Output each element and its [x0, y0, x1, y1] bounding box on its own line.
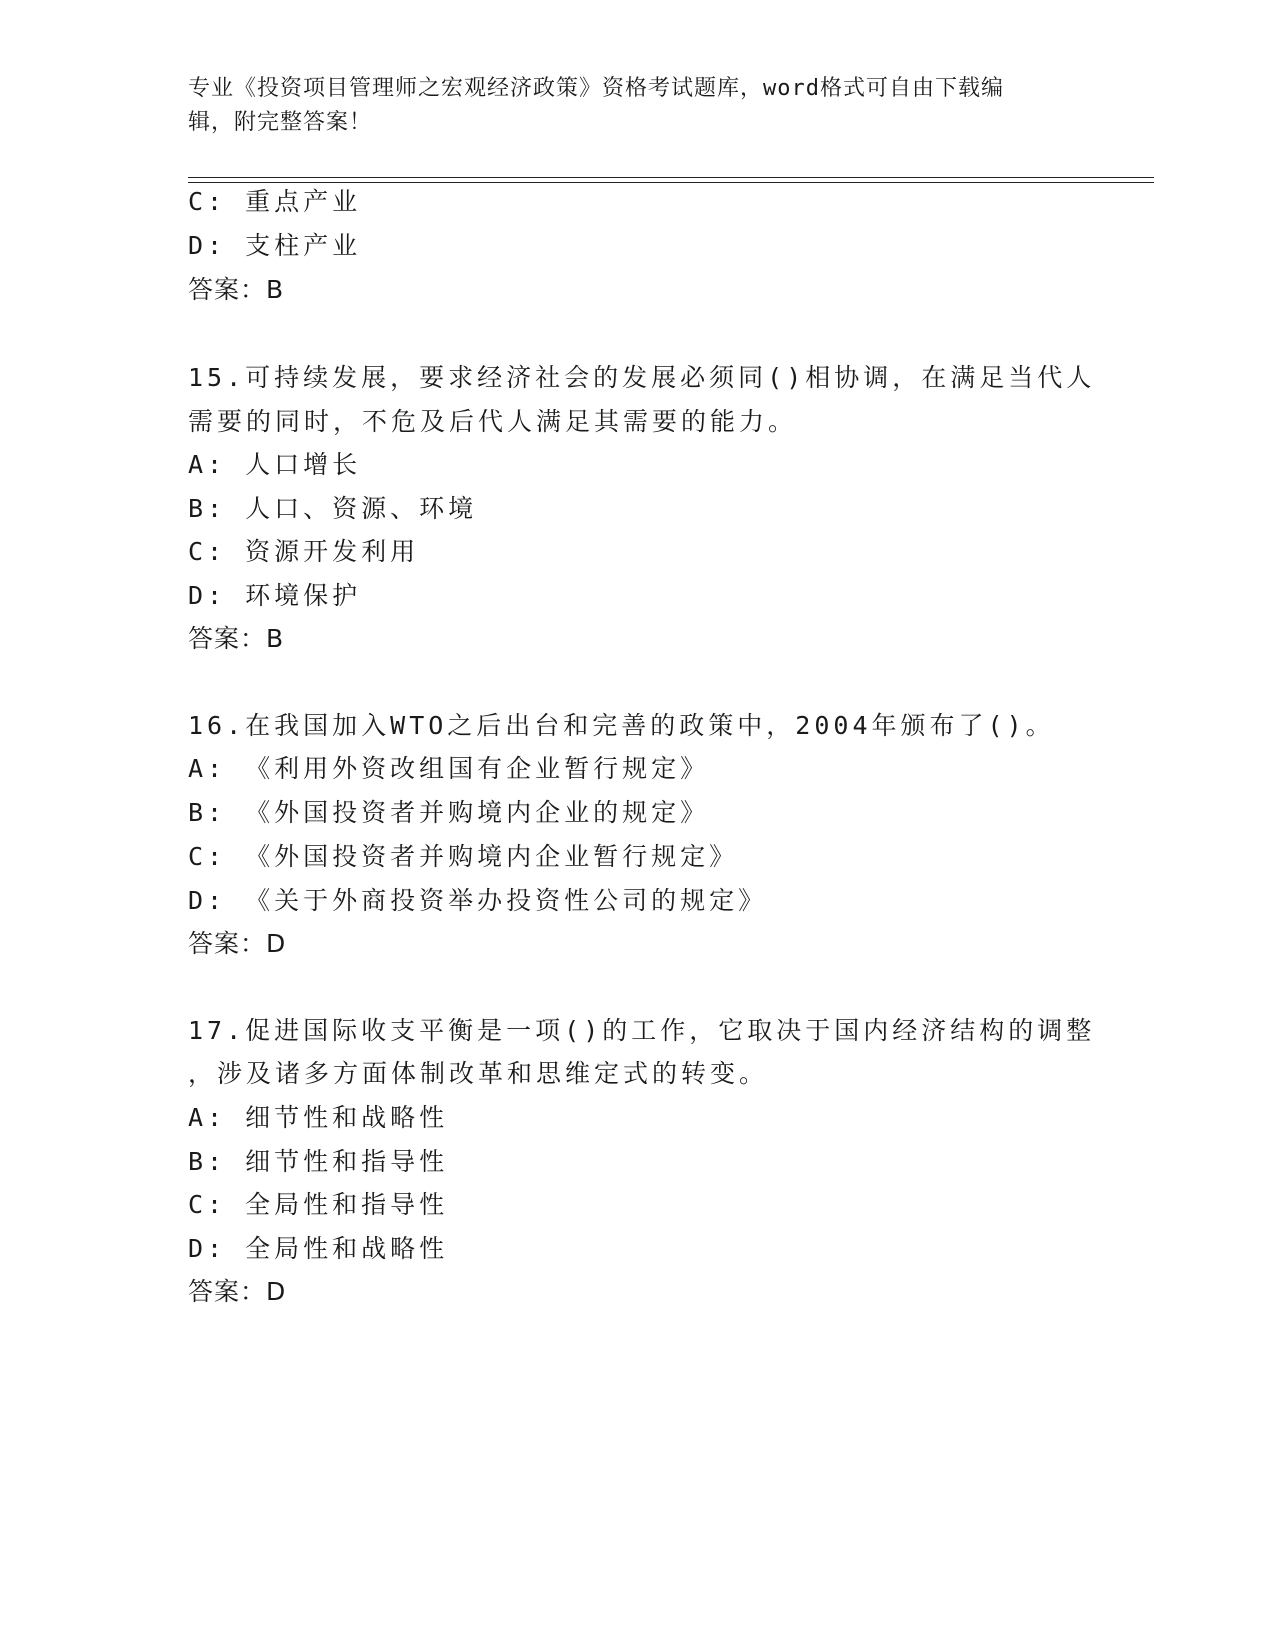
document-header — [188, 72, 1088, 140]
q16-answer: 答案：D — [188, 929, 287, 958]
q15-option-b: B: 人口、资源、环境 — [188, 494, 478, 523]
q17-answer: 答案：D — [188, 1277, 287, 1306]
q16-option-d: D: 《关于外商投资举办投资性公司的规定》 — [188, 886, 768, 915]
q15-option-d: D: 环境保护 — [188, 581, 362, 610]
header-line-2: 辑，附完整答案！ — [188, 110, 373, 135]
prev-option-d: D: 支柱产业 — [188, 231, 362, 260]
q15-stem-line-1: 15.可持续发展，要求经济社会的发展必须同()相协调，在满足当代人 — [188, 363, 1096, 392]
q15-answer: 答案：B — [188, 624, 285, 653]
q15-option-c: C: 资源开发利用 — [188, 537, 420, 566]
q15-stem-line-2: 需要的同时，不危及后代人满足其需要的能力。 — [188, 407, 798, 436]
q17-stem-line-2: ，涉及诸多方面体制改革和思维定式的转变。 — [188, 1059, 769, 1088]
q16-option-b: B: 《外国投资者并购境内企业的规定》 — [188, 798, 710, 827]
prev-answer: 答案：B — [188, 275, 285, 304]
q17-option-c: C: 全局性和指导性 — [188, 1190, 449, 1219]
q15-option-a: A: 人口增长 — [188, 450, 362, 479]
q17-option-d: D: 全局性和战略性 — [188, 1234, 449, 1263]
q16-option-c: C: 《外国投资者并购境内企业暂行规定》 — [188, 842, 739, 871]
q16-option-a: A: 《利用外资改组国有企业暂行规定》 — [188, 754, 710, 783]
prev-option-c: C: 重点产业 — [188, 187, 362, 216]
header-divider-top — [188, 177, 1154, 178]
header-line-1: 专业《投资项目管理师之宏观经济政策》资格考试题库，word格式可自由下载编 — [188, 76, 1004, 101]
q17-stem-line-1: 17.促进国际收支平衡是一项()的工作，它取决于国内经济结构的调整 — [188, 1016, 1096, 1045]
header-divider-bottom — [188, 182, 1154, 183]
q16-stem-line-1: 16.在我国加入WTO之后出台和完善的政策中，2004年颁布了()。 — [188, 711, 1055, 740]
q17-option-a: A: 细节性和战略性 — [188, 1103, 449, 1132]
q17-option-b: B: 细节性和指导性 — [188, 1147, 449, 1176]
